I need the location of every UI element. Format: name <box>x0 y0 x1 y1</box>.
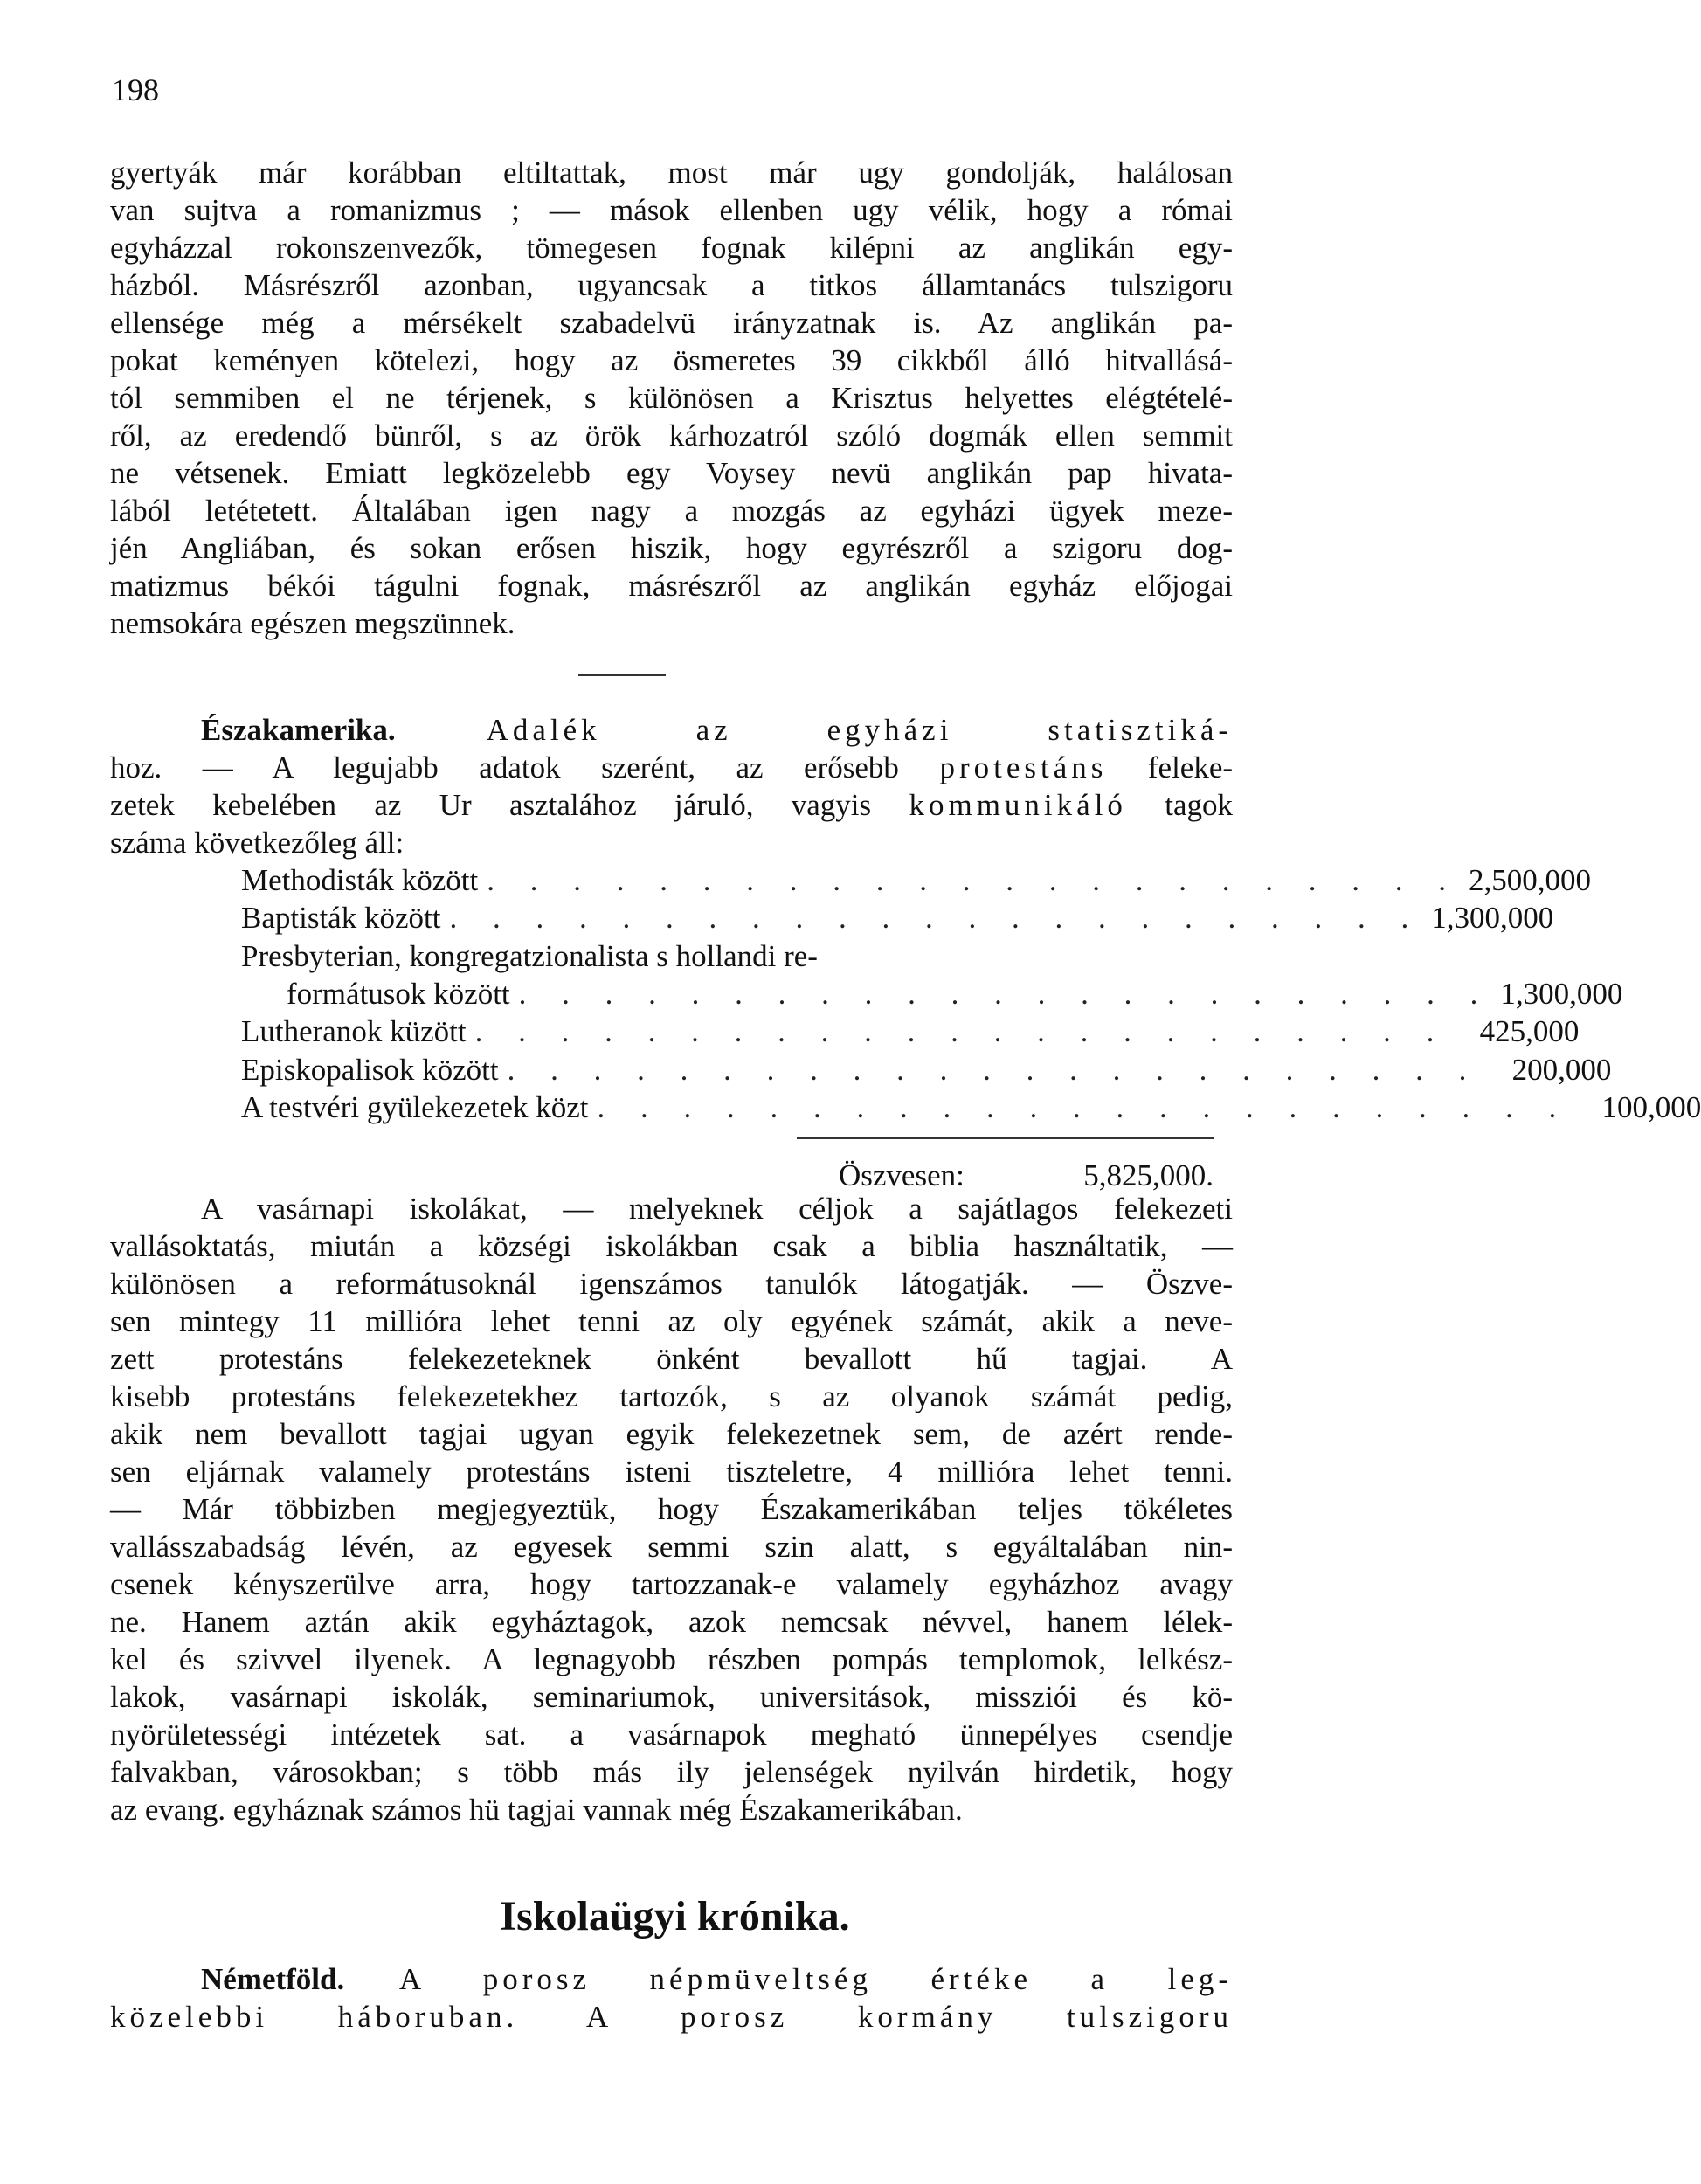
text-line: az evang. egyháznak számos hü tagjai vannak még Északamerikában. <box>110 1793 963 1827</box>
text-line: jén Angliában, és sokan erősen hiszik, hogy egyrészről a szigoru dog- <box>110 531 1233 565</box>
text-segment: zetek kebelében az Ur asztalához járuló, vagyis <box>110 788 872 822</box>
text-line: tól semmiben el ne térjenek, s különösen a Krisztus helyettes elégtételé- <box>110 381 1233 415</box>
text-line: nyörületességi intézetek sat. a vasárnapok megható ünnepélyes csendje <box>110 1717 1233 1752</box>
emphasis-text: protestáns <box>939 750 1108 784</box>
section-divider <box>578 674 666 676</box>
text-line: sen mintegy 11 millióra lehet tenni az oly egyének számát, akik a neve- <box>110 1304 1233 1338</box>
member-count: 1,300,000 <box>1431 901 1554 936</box>
section-subtitle: Adalék az egyházi statisztiká- <box>486 713 1234 747</box>
text-segment: tagok <box>1165 788 1234 822</box>
table-row <box>241 1089 1701 1126</box>
text-line: ne vétsenek. Emiatt legközelebb egy Voysey nevü anglikán pap hivata- <box>110 456 1233 490</box>
text-line: kel és szivvel ilyenek. A legnagyobb részben pompás templomok, lelkész- <box>110 1642 1233 1676</box>
text-line: pokat keményen kötelezi, hogy az ösmeretes 39 cikkből álló hitvallásá- <box>110 343 1233 377</box>
denomination-label: A testvéri gyülekezetek közt <box>241 1089 589 1124</box>
text-line <box>110 786 1233 824</box>
section-title-line <box>110 711 1233 749</box>
dot-leader: . . . . . . . . . . . . . . . . . . . . . . . <box>507 1052 1481 1087</box>
section-subtitle: A porosz népmüveltség értéke a leg- <box>398 1962 1234 1996</box>
text-line <box>110 749 1233 786</box>
section-title: Északamerika. <box>201 713 396 747</box>
denomination-label: Baptisták között <box>241 901 441 936</box>
paragraph-anglican <box>110 154 1233 642</box>
member-count: 2,500,000 <box>1468 863 1591 897</box>
text-segment: hoz. — A legujabb adatok szerént, az erősebb <box>110 750 899 784</box>
section-title: Németföld. <box>201 1962 345 1996</box>
text-line: ről, az eredendő bünről, s az örök kárhozatról szóló dogmák ellen semmit <box>110 418 1233 453</box>
text-line: száma következőleg áll: <box>110 826 405 860</box>
member-count: 425,000 <box>1479 1014 1580 1049</box>
dot-leader: . . . . . . . . . . . . . . . . . . . . . . . <box>487 863 1460 897</box>
total-row <box>839 1157 1214 1194</box>
table-row <box>287 975 1623 1013</box>
total-rule <box>797 1137 1214 1139</box>
text-line: gyertyák már korábban eltiltattak, most már ugy gondolják, halálosan <box>110 156 1233 190</box>
text-line: vallásszabadság lévén, az egyesek semmi szin alatt, s egyáltalában nin- <box>110 1530 1233 1564</box>
text-line: ne. Hanem aztán akik egyháztagok, azok nemcsak névvel, hanem lélek- <box>110 1605 1233 1639</box>
table-row <box>241 1013 1580 1050</box>
text-line: falvakban, városokban; s több más ily jelenségek nyilván hirdetik, hogy <box>110 1755 1233 1789</box>
text-line: nemsokára egészen megszünnek. <box>110 606 515 640</box>
text-line: matizmus békói tágulni fognak, másrészről az anglikán egyház előjogai <box>110 569 1233 603</box>
text-line: sen eljárnak valamely protestáns isteni tiszteletre, 4 millióra lehet tenni. <box>110 1455 1233 1489</box>
section-germany <box>110 1960 1233 2035</box>
table-row <box>241 899 1554 936</box>
text-line: különösen a reformátusoknál igenszámos tanulók látogatják. — Öszve- <box>110 1267 1233 1301</box>
dot-leader: . . . . . . . . . . . . . . . . . . . . . . . <box>449 901 1423 936</box>
section-north-america <box>110 711 1233 861</box>
text-line: ellensége még a mérsékelt szabadelvü irányzatnak is. Az anglikán pa- <box>110 306 1233 340</box>
text-line: A vasárnapi iskolákat, — melyeknek céljok a sajátlagos felekezeti <box>201 1192 1233 1226</box>
text-line: kisebb protestáns felekezetekhez tartozók, s az olyanok számát pedig, <box>110 1379 1233 1413</box>
text-line: vallásoktatás, miután a községi iskolákban csak a biblia használtatik, — <box>110 1229 1233 1263</box>
member-count: 200,000 <box>1511 1052 1612 1087</box>
table-row <box>241 937 1214 975</box>
dot-leader: . . . . . . . . . . . . . . . . . . . . . . . <box>518 976 1492 1011</box>
total-label: Öszvesen: <box>839 1158 965 1192</box>
denomination-label: Lutheranok küzött <box>241 1014 467 1049</box>
dot-leader: . . . . . . . . . . . . . . . . . . . . . . . <box>474 1014 1449 1049</box>
table-row <box>241 1051 1612 1089</box>
text-line: csenek kényszerülve arra, hogy tartozzanak-e valamely egyházhoz avagy <box>110 1567 1233 1601</box>
denomination-label: formátusok között <box>287 976 510 1011</box>
table-row <box>241 861 1591 899</box>
text-line: lából letétetett. Általában igen nagy a mozgás az egyházi ügyek meze- <box>110 494 1233 528</box>
dot-leader: . . . . . . . . . . . . . . . . . . . . . . . <box>597 1089 1571 1124</box>
text-line: házból. Másrészről azonban, ugyancsak a titkos államtanács tulszigoru <box>110 268 1233 302</box>
chapter-heading: Iskolaügyi krónika. <box>500 1893 850 1939</box>
emphasis-text: kommunikáló <box>909 788 1127 822</box>
dot-leader <box>818 937 1082 975</box>
section-title-line <box>110 1960 1233 1998</box>
text-segment: feleke- <box>1147 750 1234 784</box>
total-value: 5,825,000. <box>1083 1158 1214 1192</box>
member-count: 100,000 <box>1601 1089 1701 1124</box>
page-number: 198 <box>112 73 159 107</box>
member-count <box>1082 937 1214 975</box>
text-line: van sujtva a romanizmus ; — mások ellenben ugy vélik, hogy a római <box>110 193 1233 227</box>
text-line: lakok, vasárnapi iskolák, seminariumok, universitások, missziói és kö- <box>110 1680 1233 1714</box>
member-count: 1,300,000 <box>1500 976 1623 1011</box>
text-line: — Már többizben megjegyeztük, hogy Északamerikában teljes tökéletes <box>110 1492 1233 1526</box>
denomination-label: Episkopalisok között <box>241 1052 499 1087</box>
text-line: közelebbi háboruban. A porosz kormány tulszigoru <box>110 2000 1233 2034</box>
denomination-label: Methodisták között <box>241 863 479 897</box>
text-line: zett protestáns felekezeteknek önként bevallott hű tagjai. A <box>110 1342 1233 1376</box>
denomination-label: Presbyterian, kongregatzionalista s hollandi re- <box>241 938 818 973</box>
text-line: akik nem bevallott tagjai ugyan egyik felekezetnek sem, de azért rende- <box>110 1417 1233 1451</box>
text-line: egyházzal rokonszenvezők, tömegesen fognak kilépni az anglikán egy- <box>110 231 1233 265</box>
paragraph-sunday-schools <box>110 1190 1233 1828</box>
